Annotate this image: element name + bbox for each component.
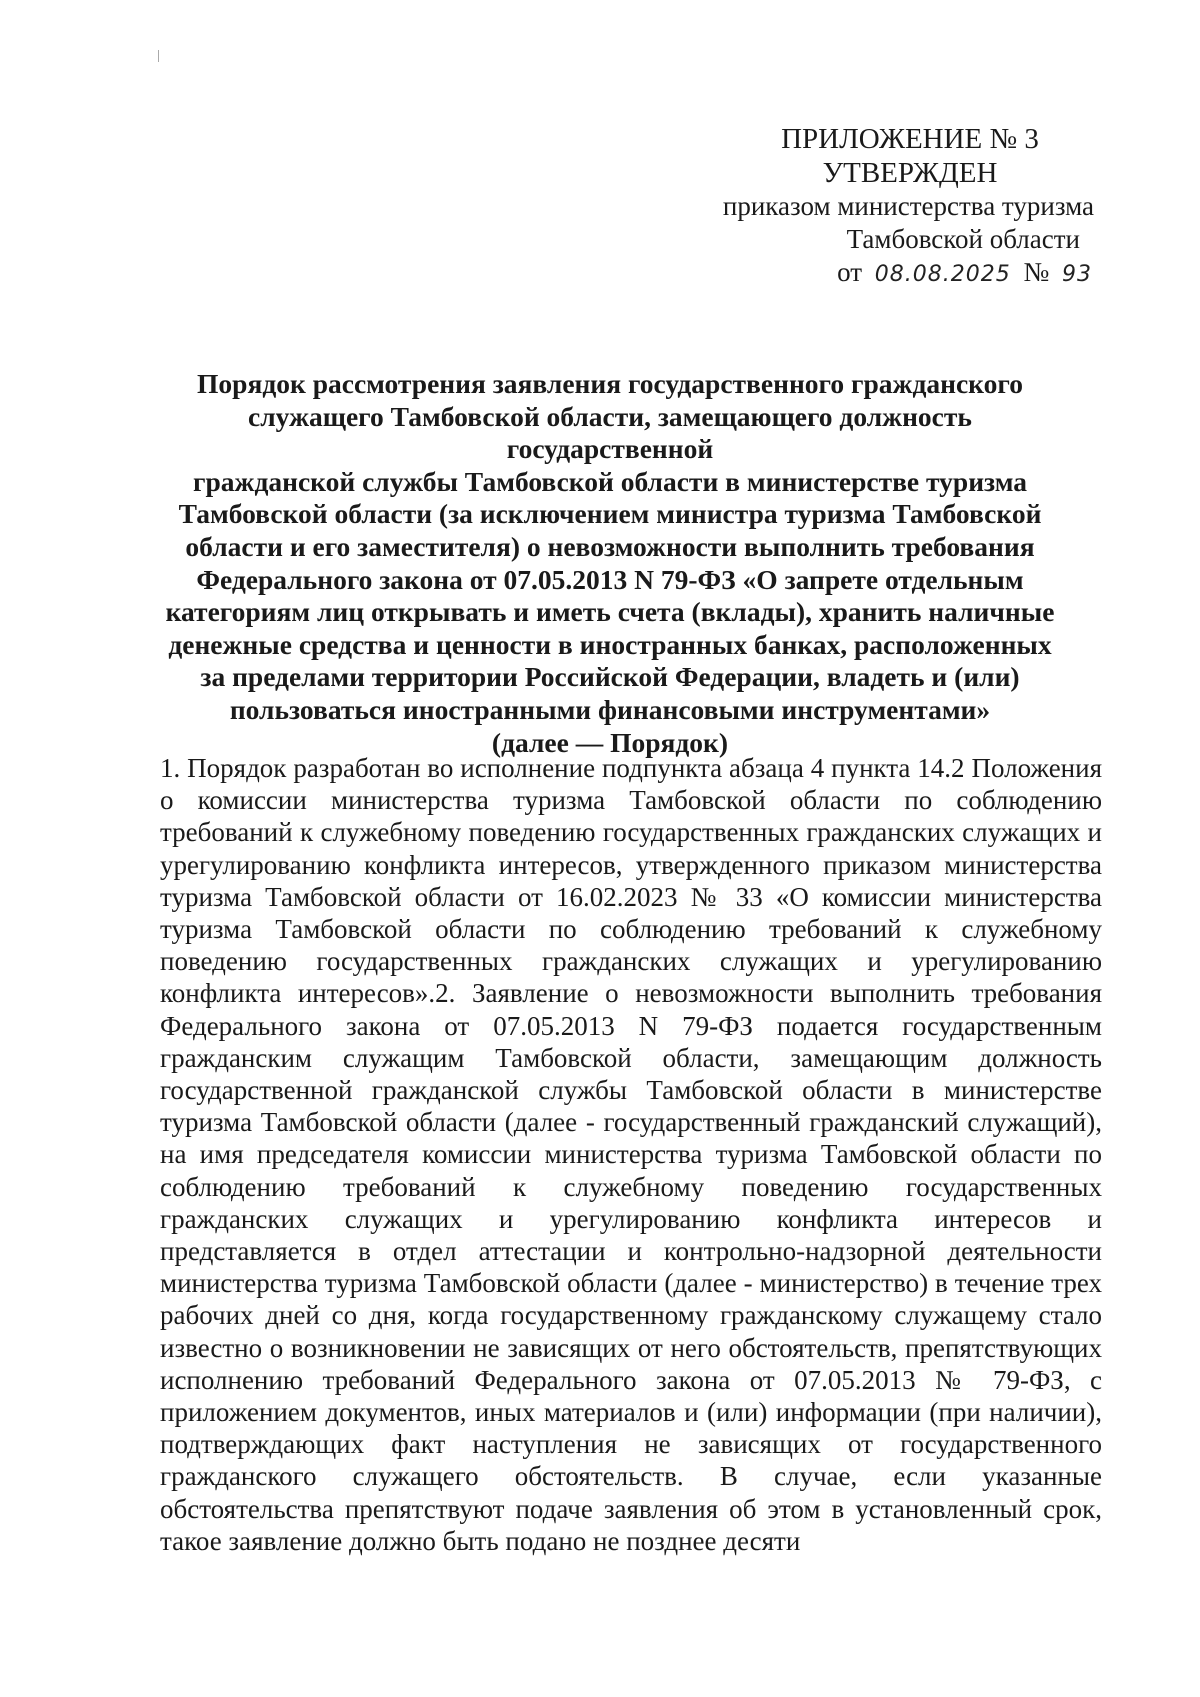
title-line: категориям лиц открывать и иметь счета (вклады), хранить наличные [165, 596, 1055, 628]
approved-by-region: Тамбовской области [846, 224, 1080, 254]
title-line: (далее — Порядок) [491, 726, 729, 758]
approved-by-order: приказом министерства туризма [722, 191, 1094, 221]
approval-stamp-block [700, 122, 1120, 291]
document-body [160, 752, 1102, 1557]
date-prefix: от [837, 257, 863, 287]
scan-mark [158, 50, 169, 62]
title-line: Федерального закона от 07.05.2013 N 79-ФЗ «О запрете отдельным [196, 563, 1024, 595]
title-line: денежные средства и ценности в иностранных банках, расположенных [168, 628, 1052, 660]
title-line: за пределами территории Российской Федерации, владеть и (или) [200, 661, 1020, 693]
handwritten-date: 08.08.2025 [874, 262, 1011, 287]
body-paragraph: 1. Порядок разработан во исполнение подпункта абзаца 4 пункта 14.2 Положения о комиссии министерства туризма Тамбовской области по соблюдению требований к служебному поведению государственных гражданских служащих и урегулированию конфликта интересов, утвержденного приказом министерства туризма Тамбовской области от 16.02.2023 № 33 «О комиссии министерства туризма Тамбовской области по соблюдению требований к служебному поведению государственных гражданских служащих и урегулированию конфликта интересов».2. Заявление о невозможности выполнить требования Федерального закона от 07.05.2013 N 79-ФЗ подается государственным гражданским служащим Тамбовской области, замещающим должность государственной гражданской службы Тамбовской области в министерстве туризма Тамбовской области (далее - государственный гражданский служащий), на имя председателя комиссии министерства туризма Тамбовской области по соблюдению требований к служебному поведению государственных гражданских служащих и урегулированию конфликта интересов и представляется в отдел аттестации и контрольно-надзорной деятельности министерства туризма Тамбовской области (далее - министерство) в течение трех рабочих дней со дня, когда государственному гражданскому служащему стало известно о возникновении не зависящих от него обстоятельств, препятствующих исполнению требований Федерального закона от 07.05.2013 № 79-ФЗ, с приложением документов, иных материалов и (или) информации (при наличии), подтверждающих факт наступления не зависящих от государственного гражданского служащего обстоятельств. В случае, если указанные обстоятельства препятствуют подаче заявления об этом в установленный срок, такое заявление должно быть подано не позднее десяти [160, 753, 1102, 1556]
order-date-line [700, 256, 1120, 291]
title-line: пользоваться иностранными финансовыми инструментами» [229, 693, 991, 725]
title-line: области и его заместителя) о невозможности выполнить требования [185, 530, 1035, 562]
approved-label: УТВЕРЖДЕН [822, 157, 998, 189]
title-line: гражданской службы Тамбовской области в министерстве туризма [192, 465, 1028, 497]
number-prefix: № [1023, 257, 1050, 287]
title-line: служащего Тамбовской области, замещающего должность государственной [248, 400, 972, 465]
title-line: Порядок рассмотрения заявления государственного гражданского [197, 368, 1023, 399]
document-title [160, 368, 1060, 759]
appendix-number: ПРИЛОЖЕНИЕ № 3 [781, 123, 1039, 155]
title-line: Тамбовской области (за исключением министра туризма Тамбовской [178, 498, 1042, 530]
handwritten-number: 93 [1062, 262, 1092, 287]
